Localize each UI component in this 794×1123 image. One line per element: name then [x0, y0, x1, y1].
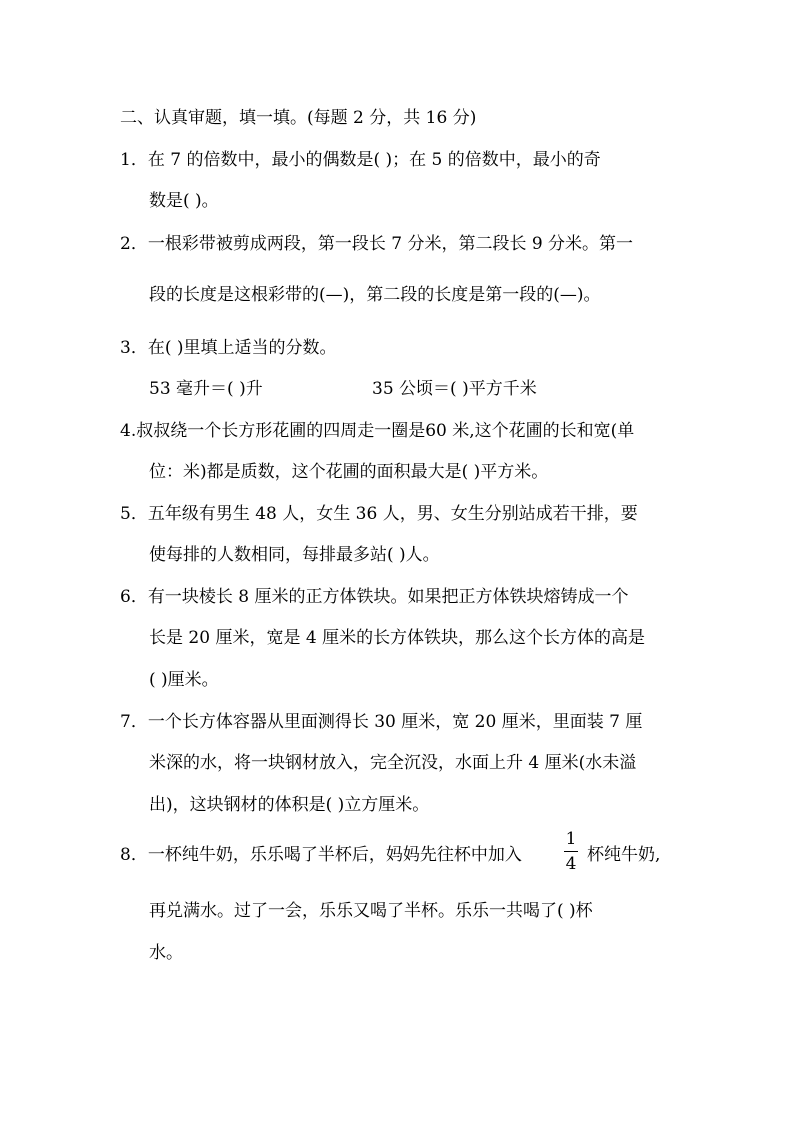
question-4-line-1: 4.叔叔绕一个长方形花圃的四周走一圈是60 米,这个花圃的长和宽(单	[120, 421, 635, 441]
question-7-line-2: 米深的水，将一块钢材放入，完全沉没，水面上升 4 厘米(水未溢	[149, 753, 637, 773]
question-8-line-1b: 杯纯牛奶,	[587, 845, 661, 865]
question-7-line-3: 出)，这块钢材的体积是( )立方厘米。	[149, 795, 430, 815]
question-4-line-2: 位：米)都是质数，这个花圃的面积最大是( )平方米。	[149, 462, 549, 482]
fraction-one-quarter	[564, 829, 578, 874]
question-2-line-1: 2．一根彩带被剪成两段，第一段长 7 分米，第二段长 9 分米。第一	[120, 234, 634, 254]
question-3-item-2: 35 公顷＝( )平方千米	[372, 379, 537, 399]
question-8-line-1a: 8．一杯纯牛奶，乐乐喝了半杯后，妈妈先往杯中加入	[120, 845, 522, 865]
question-5-line-1: 5．五年级有男生 48 人，女生 36 人，男、女生分别站成若干排，要	[120, 504, 638, 524]
question-6-line-1: 6．有一块棱长 8 厘米的正方体铁块。如果把正方体铁块熔铸成一个	[120, 587, 629, 607]
question-3-line-1: 3．在( )里填上适当的分数。	[120, 338, 337, 358]
fraction-numerator: 1	[565, 829, 577, 849]
question-5-line-2: 使每排的人数相同，每排最多站( )人。	[149, 545, 440, 565]
question-1-line-1: 1．在 7 的倍数中，最小的偶数是( )；在 5 的倍数中，最小的奇	[120, 150, 601, 170]
question-6-line-2: 长是 20 厘米，宽是 4 厘米的长方体铁块，那么这个长方体的高是	[149, 628, 646, 648]
fraction-denominator: 4	[565, 854, 577, 874]
section-title: 二、认真审题，填一填。(每题 2 分，共 16 分)	[120, 108, 477, 128]
question-2-line-2: 段的长度是这根彩带的(—)，第二段的长度是第一段的(—)。	[149, 285, 601, 305]
fraction-bar	[564, 851, 578, 852]
question-3-item-1: 53 毫升＝( )升	[149, 379, 263, 399]
question-8-line-2: 再兑满水。过了一会，乐乐又喝了半杯。乐乐一共喝了( )杯	[149, 901, 593, 921]
question-8-line-3: 水。	[149, 943, 183, 963]
question-1-line-2: 数是( )。	[149, 191, 219, 211]
question-6-line-3: ( )厘米。	[149, 670, 219, 690]
question-7-line-1: 7．一个长方体容器从里面测得长 30 厘米，宽 20 厘米，里面装 7 厘	[120, 712, 643, 732]
